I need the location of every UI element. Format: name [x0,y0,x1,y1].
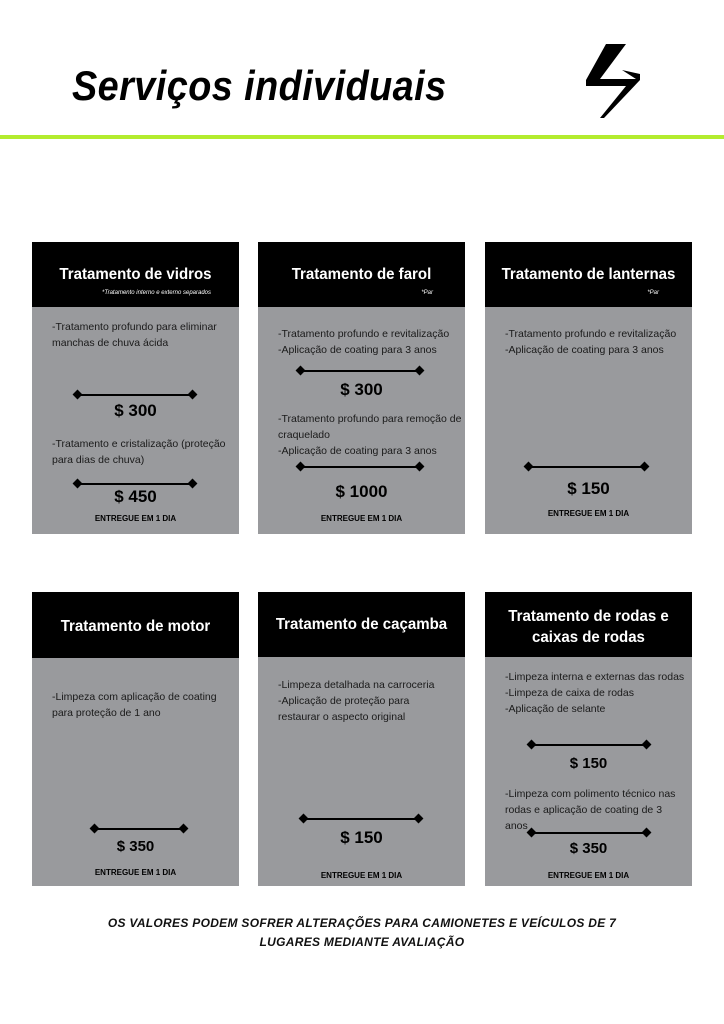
service-description: -Limpeza com aplicação de coating para proteção de 1 ano [52,691,217,719]
service-card-cacamba [258,592,465,886]
card-title: caixas de rodas [532,629,645,646]
service-description: -Limpeza detalhada na carroceria -Aplicação de proteção para restaurar o aspecto original [278,679,435,723]
card-header [32,242,239,307]
service-description: -Tratamento e cristalização (proteção para dias de chuva) [52,438,226,466]
card-title: Tratamento de rodas e [508,608,669,625]
price-divider [531,832,647,834]
price-label: $ 450 [114,487,157,506]
delivery-note: ENTREGUE EM 1 DIA [94,868,177,877]
delivery-note: ENTREGUE EM 1 DIA [320,871,403,880]
service-card-vidros [32,242,239,534]
price-label: $ 300 [114,401,157,420]
price-divider [300,466,420,468]
pricing-disclaimer: OS VALORES PODEM SOFRER ALTERAÇÕES PARA CAMIONETES E VEÍCULOS DE 7 LUGARES MEDIANTE AVALIAÇÃO [107,916,617,949]
service-description: -Tratamento profundo e revitalização -Aplicação de coating para 3 anos [505,328,677,356]
price-label: $ 350 [569,840,608,857]
price-label: $ 300 [340,380,383,399]
service-description: -Limpeza com polimento técnico nas rodas e aplicação de coating de 3 anos [505,788,676,832]
card-title: Tratamento de caçamba [275,616,448,633]
price-label: $ 150 [340,828,383,847]
card-note: *Tratamento interno e externo separados [102,290,211,296]
delivery-note: ENTREGUE EM 1 DIA [547,509,630,518]
page-title: Serviços individuais [72,62,447,109]
accent-divider [0,135,724,139]
card-note: *Par [647,290,659,296]
card-header [485,242,692,307]
price-divider [303,818,419,820]
service-card-lanternas [485,242,692,534]
service-card-motor [32,592,239,886]
service-description: -Tratamento profundo para remoção de craquelado -Aplicação de coating para 3 anos [278,413,462,457]
card-header [258,592,465,657]
delivery-note: ENTREGUE EM 1 DIA [320,514,403,523]
card-header [258,242,465,307]
card-header [32,592,239,658]
price-label: $ 1000 [335,482,388,501]
price-divider [528,466,645,468]
price-divider [531,744,647,746]
service-card-farol [258,242,465,534]
card-header [485,592,692,657]
delivery-note: ENTREGUE EM 1 DIA [547,871,630,880]
card-note: *Par [421,290,433,296]
price-label: $ 150 [569,755,608,772]
price-divider [300,370,420,372]
price-divider [94,828,184,830]
card-title: Tratamento de vidros [59,266,212,283]
card-title: Tratamento de farol [291,266,432,283]
service-card-rodas [485,592,692,886]
price-divider [77,483,193,485]
service-description: -Tratamento profundo para eliminar manchas de chuva ácida [52,321,217,349]
price-label: $ 150 [567,479,610,498]
service-description: -Tratamento profundo e revitalização -Aplicação de coating para 3 anos [278,328,450,356]
price-divider [77,394,193,396]
card-title: Tratamento de motor [60,618,211,635]
delivery-note: ENTREGUE EM 1 DIA [94,514,177,523]
card-title: Tratamento de lanternas [501,266,676,283]
service-description: -Limpeza interna e externas das rodas -Limpeza de caixa de rodas -Aplicação de selante [505,671,685,715]
s-bolt-logo-icon [578,42,648,120]
price-label: $ 350 [116,838,155,855]
